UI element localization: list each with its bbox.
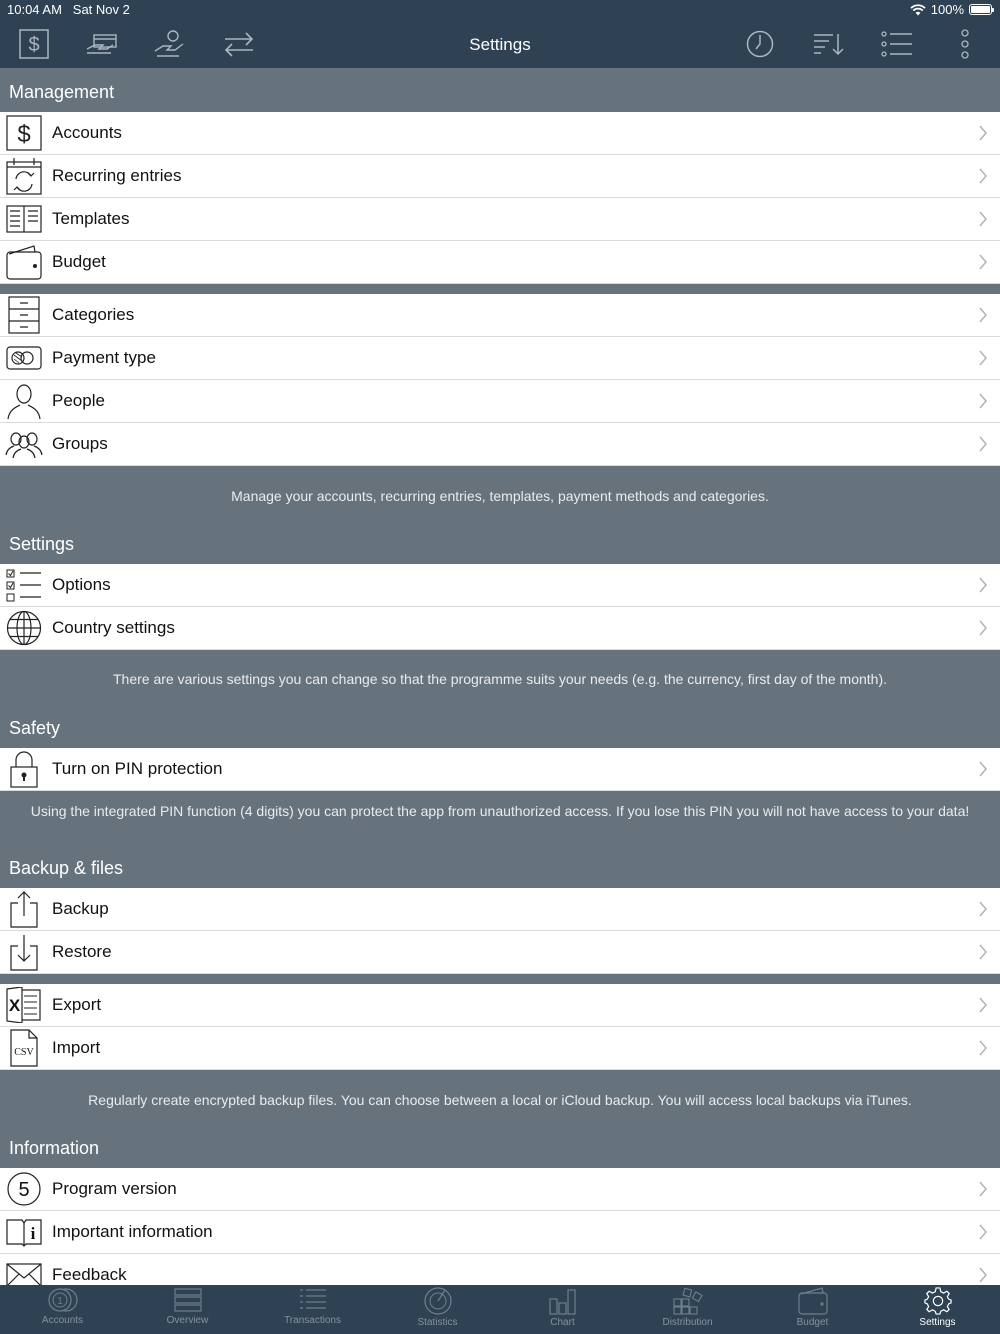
hand-card-icon — [85, 31, 119, 57]
chevron-right-icon — [978, 253, 988, 276]
wallet-icon — [798, 1287, 828, 1315]
row-recurring-entries[interactable] — [0, 155, 1000, 198]
hand-coin-icon — [153, 29, 187, 59]
battery-icon — [969, 4, 992, 15]
open-book-icon — [0, 198, 52, 240]
chevron-right-icon — [978, 943, 988, 966]
row-label: Feedback — [52, 1265, 127, 1284]
chevron-right-icon — [978, 996, 988, 1019]
settings-list[interactable] — [0, 68, 1000, 1285]
chevron-right-icon — [978, 1039, 988, 1062]
chevron-right-icon — [978, 619, 988, 642]
svg-text:$: $ — [28, 34, 40, 56]
group-separator — [0, 284, 1000, 294]
row-label: Turn on PIN protection — [52, 759, 223, 778]
row-label: Backup — [52, 899, 109, 918]
bar-chart-icon — [548, 1287, 578, 1315]
tab-label: Chart — [550, 1317, 575, 1328]
excel-file-icon — [0, 984, 52, 1026]
padlock-icon — [0, 748, 52, 790]
info-book-icon — [0, 1211, 52, 1253]
row-pin-protection[interactable] — [0, 748, 1000, 791]
svg-text:CSV: CSV — [14, 1047, 34, 1058]
row-label: People — [52, 391, 105, 410]
row-budget[interactable] — [0, 241, 1000, 284]
row-backup[interactable] — [0, 888, 1000, 931]
wallet-icon — [0, 241, 52, 283]
row-important-information[interactable] — [0, 1211, 1000, 1254]
section-footer-backup: Regularly create encrypted backup files. You can choose between a local or iCloud backup. You will access local backups via iTunes. — [88, 1092, 912, 1108]
row-label: Export — [52, 995, 102, 1014]
top-bar — [0, 0, 1000, 68]
income-toolbar-button[interactable] — [150, 25, 190, 63]
clock-icon — [745, 29, 775, 59]
list-toolbar-button[interactable] — [877, 25, 917, 63]
tab-label: Transactions — [284, 1315, 341, 1326]
row-import[interactable] — [0, 1027, 1000, 1070]
row-restore[interactable] — [0, 931, 1000, 974]
upload-icon — [0, 888, 52, 930]
svg-text:5: 5 — [18, 1179, 30, 1201]
row-label: Payment type — [52, 348, 156, 367]
section-header-information: Information — [9, 1138, 100, 1158]
status-time: 10:04 AM — [7, 2, 62, 17]
section-header-backup: Backup & files — [9, 858, 124, 878]
chevron-right-icon — [978, 124, 988, 147]
row-templates[interactable] — [0, 198, 1000, 241]
person-icon — [0, 380, 52, 422]
row-label: Program version — [52, 1179, 177, 1198]
row-export[interactable] — [0, 984, 1000, 1027]
status-date: Sat Nov 2 — [72, 2, 130, 17]
sort-toolbar-button[interactable] — [808, 25, 848, 63]
status-time-date — [7, 2, 130, 17]
tab-label: Statistics — [417, 1317, 458, 1328]
overview-list-icon — [173, 1287, 203, 1313]
gear-icon — [923, 1287, 953, 1315]
section-footer-management: Manage your accounts, recurring entries, templates, payment methods and categories. — [231, 488, 769, 504]
transfer-arrows-icon — [222, 30, 256, 58]
wifi-icon — [910, 4, 926, 16]
svg-text:$: $ — [17, 121, 31, 148]
battery-percent: 100% — [930, 2, 964, 17]
tab-transactions[interactable] — [250, 1285, 375, 1334]
distribution-grid-icon — [672, 1287, 704, 1315]
svg-text:1: 1 — [56, 1296, 63, 1307]
globe-icon — [0, 607, 52, 649]
row-label: Categories — [52, 305, 135, 324]
tab-bar — [0, 1285, 1000, 1334]
section-header-settings: Settings — [9, 534, 75, 554]
calendar-repeat-icon — [0, 155, 52, 197]
sort-icon — [811, 31, 845, 57]
row-label: Important information — [52, 1222, 213, 1241]
tab-settings[interactable] — [875, 1285, 1000, 1334]
row-label: Restore — [52, 942, 112, 961]
chevron-right-icon — [978, 435, 988, 458]
credit-card-icon — [0, 337, 52, 379]
page-title: Settings — [469, 35, 531, 54]
chevron-right-icon — [978, 1223, 988, 1246]
chevron-right-icon — [978, 392, 988, 415]
row-label: Options — [52, 575, 111, 594]
transfer-toolbar-button[interactable] — [219, 25, 259, 63]
chevron-right-icon — [978, 306, 988, 329]
dollar-box-icon — [0, 112, 52, 154]
dollar-box-icon — [18, 28, 50, 60]
accounts-toolbar-button[interactable] — [14, 25, 54, 63]
history-toolbar-button[interactable] — [740, 25, 780, 63]
tab-label: Budget — [796, 1317, 829, 1328]
statistics-disc-icon — [423, 1287, 453, 1315]
tab-statistics[interactable] — [375, 1285, 500, 1334]
section-footer-safety: Using the integrated PIN function (4 digits) you can protect the app from unauthorized access. If you lose this PIN you will not have access to your data! — [30, 803, 970, 819]
chevron-right-icon — [978, 1266, 988, 1285]
envelope-icon — [0, 1254, 52, 1285]
tab-distribution[interactable] — [625, 1285, 750, 1334]
svg-text:i: i — [30, 1224, 36, 1243]
row-label: Budget — [52, 252, 106, 271]
section-header-management: Management — [9, 82, 115, 102]
checklist-icon — [0, 564, 52, 606]
chevron-right-icon — [978, 576, 988, 599]
transactions-list-icon — [298, 1287, 328, 1313]
download-icon — [0, 931, 52, 973]
row-options[interactable] — [0, 564, 1000, 607]
tab-accounts[interactable] — [0, 1285, 125, 1334]
tab-label: Overview — [166, 1315, 209, 1326]
chevron-right-icon — [978, 760, 988, 783]
file-cabinet-icon — [0, 294, 52, 336]
chevron-right-icon — [978, 210, 988, 233]
chevron-right-icon — [978, 167, 988, 190]
version-circle-icon — [0, 1168, 52, 1210]
row-people[interactable] — [0, 380, 1000, 423]
csv-file-icon — [0, 1027, 52, 1069]
group-separator — [0, 974, 1000, 984]
row-label: Country settings — [52, 618, 175, 637]
chevron-right-icon — [978, 349, 988, 372]
row-groups[interactable] — [0, 423, 1000, 466]
chevron-right-icon — [978, 1180, 988, 1203]
expense-toolbar-button[interactable] — [82, 25, 122, 63]
more-toolbar-button[interactable] — [945, 25, 985, 63]
tab-budget[interactable] — [750, 1285, 875, 1334]
row-country-settings[interactable] — [0, 607, 1000, 650]
row-program-version[interactable] — [0, 1168, 1000, 1211]
row-label: Templates — [52, 209, 130, 228]
row-accounts[interactable] — [0, 112, 1000, 155]
chevron-right-icon — [978, 900, 988, 923]
people-group-icon — [0, 423, 52, 465]
tab-label: Accounts — [41, 1315, 84, 1326]
row-label: Import — [52, 1038, 101, 1057]
section-header-safety: Safety — [9, 718, 61, 738]
row-label: Groups — [52, 434, 108, 453]
tab-overview[interactable] — [125, 1285, 250, 1334]
section-footer-settings: There are various settings you can change so that the programme suits your needs (e.g. the currency, first day of the month). — [112, 671, 888, 687]
svg-text:X: X — [8, 996, 21, 1015]
row-categories[interactable] — [0, 294, 1000, 337]
bulleted-list-icon — [880, 30, 914, 58]
tab-chart[interactable] — [500, 1285, 625, 1334]
more-vertical-icon — [959, 29, 971, 59]
tab-label: Distribution — [662, 1317, 713, 1328]
status-right — [910, 2, 992, 17]
coins-icon — [46, 1287, 80, 1313]
row-payment-type[interactable] — [0, 337, 1000, 380]
row-label: Recurring entries — [52, 166, 182, 185]
row-feedback[interactable] — [0, 1254, 1000, 1285]
row-label: Accounts — [52, 123, 122, 142]
tab-label: Settings — [919, 1317, 956, 1328]
